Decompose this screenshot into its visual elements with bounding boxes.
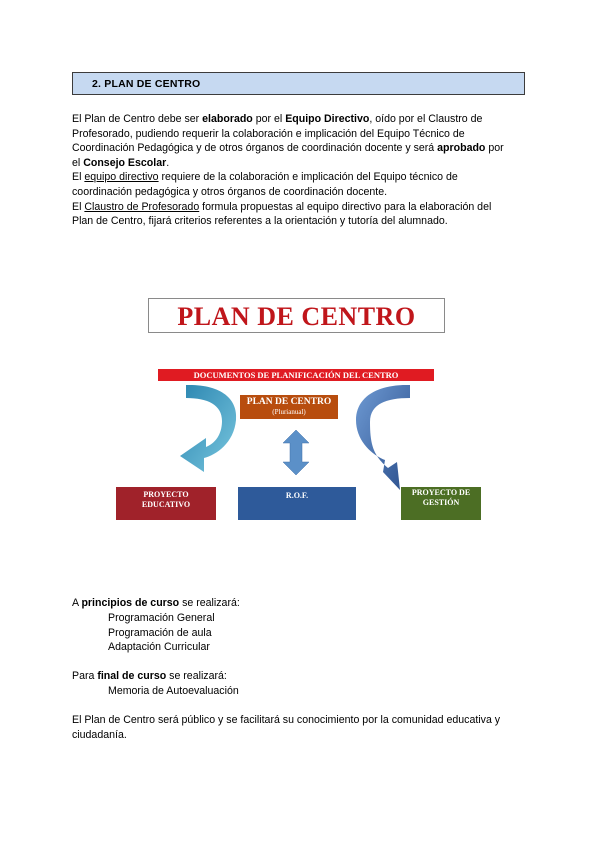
plan-box-subtitle: (Plurianual) — [272, 408, 306, 416]
curved-arrow-right-icon — [356, 385, 410, 490]
plan-centro-box — [240, 395, 338, 419]
up-down-arrow-icon — [283, 430, 309, 475]
closing-paragraph: El Plan de Centro será público y se facilitará su conocimiento por la comunidad educativa y ciudadanía. — [72, 714, 501, 741]
list-item: Adaptación Curricular — [108, 641, 210, 653]
claustro-link: Claustro de Profesorado — [84, 200, 200, 213]
intro-line-2: Profesorado, pudiendo requerir la colaboración e implicación del Equipo Técnico de — [72, 127, 465, 140]
proyecto-educativo-box: PROYECTO EDUCATIVO — [116, 487, 216, 520]
intro-line-3: Coordinación Pedagógica y de otros órganos de coordinación docente y será aprobado por — [72, 142, 504, 155]
intro-line-5: El equipo directivo requiere de la colaboración e implicación del Equipo técnico de — [72, 171, 458, 184]
diagram-title: PLAN DE CENTRO — [177, 302, 416, 331]
curved-arrow-left-icon — [180, 385, 236, 472]
principios-heading: A principios de curso se realizará: — [72, 597, 240, 609]
equipo-directivo-link: equipo directivo — [84, 171, 159, 184]
list-item: Memoria de Autoevaluación — [108, 685, 239, 697]
list-item: Programación de aula — [108, 626, 212, 639]
intro-line-4: el Consejo Escolar. — [72, 156, 170, 169]
intro-line-8: Plan de Centro, fijará criterios referentes a la orientación y tutoría del alumnado. — [72, 215, 448, 228]
intro-line-6: coordinación pedagógica y otros órganos de coordinación docente. — [72, 185, 388, 198]
rof-box: R.O.F. — [238, 487, 356, 520]
list-item: Programación General — [108, 612, 215, 624]
intro-line-7: El Claustro de Profesorado formula propuestas al equipo directivo para la elaboración del — [72, 200, 492, 213]
section-title: 2. PLAN DE CENTRO — [92, 78, 201, 90]
plan-box-title: PLAN DE CENTRO — [246, 397, 332, 407]
final-heading: Para final de curso se realizará: — [72, 670, 227, 682]
diagram-banner: DOCUMENTOS DE PLANIFICACIÓN DEL CENTRO — [158, 369, 434, 381]
proyecto-gestion-box: PROYECTO DE GESTIÓN — [401, 487, 481, 520]
intro-line-1: El Plan de Centro debe ser elaborado por el Equipo Directivo, oído por el Claustro de — [72, 113, 483, 125]
